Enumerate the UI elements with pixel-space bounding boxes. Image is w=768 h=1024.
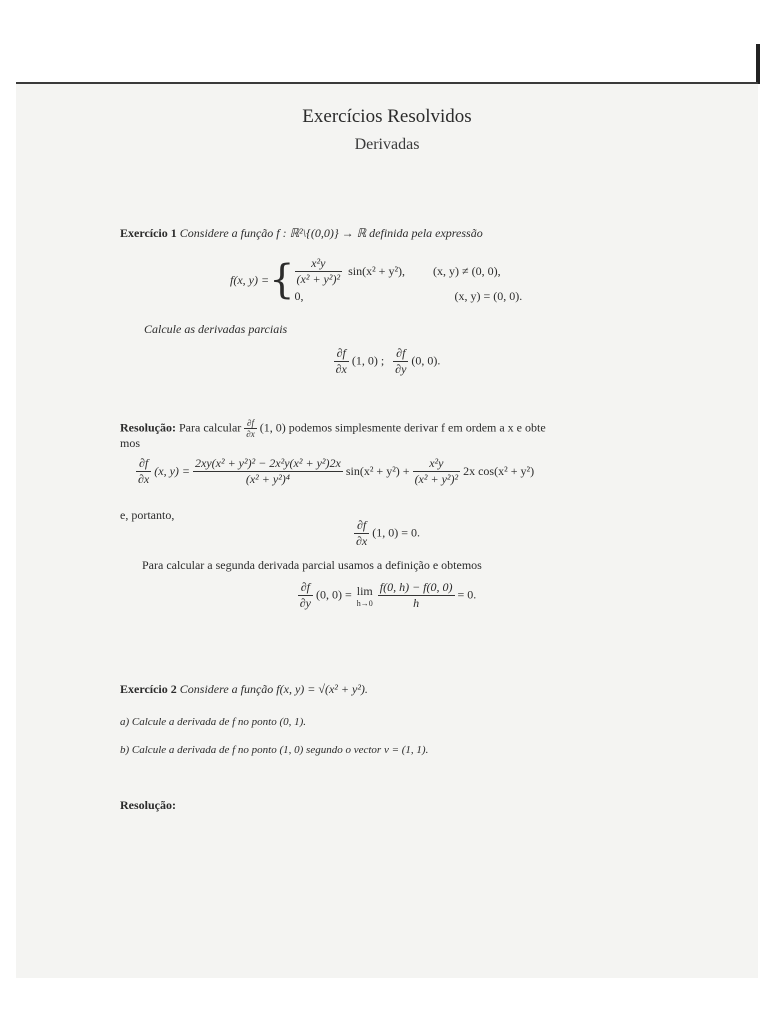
page-subtitle: Derivadas — [354, 136, 420, 153]
exercise-2-item-b: b) Calcule a derivada de f no ponto (1, 0) segundo o vector v = (1, 1). — [120, 744, 429, 756]
eq3-lim-sub: h→0 — [356, 598, 373, 608]
case1-denominator: (x² + y²)² — [296, 272, 341, 286]
resolution-1-label: Resolução: — [120, 420, 176, 435]
dfdx-num: ∂f — [334, 346, 349, 362]
resolution-1-therefore: e, portanto, — [120, 508, 175, 522]
eq3-rhs: = 0. — [457, 587, 477, 602]
case1-numerator: x²y — [295, 256, 343, 272]
exercise-2-statement: Considere a função f(x, y) = √(x² + y²). — [179, 682, 368, 696]
dfdx-den: ∂x — [335, 362, 347, 376]
resolution-2-label: Resolução: — [120, 798, 176, 812]
dfdy-arg: (0, 0). — [411, 353, 441, 368]
piecewise-cases — [295, 256, 523, 304]
eq1-second-num: x²y — [413, 456, 461, 472]
exercise-2-item-a: a) Calcule a derivada de f no ponto (0, 1). — [120, 716, 307, 728]
eq3-lhs-fraction — [298, 580, 313, 611]
equation-result-x — [16, 518, 758, 549]
eq1-lhs-fraction — [136, 456, 151, 487]
case1-tail: sin(x² + y²), — [348, 264, 406, 278]
dfdy-fraction — [393, 346, 408, 377]
case2-value: 0, — [294, 289, 304, 303]
eq1-tail: 2x cos(x² + y²) — [463, 464, 535, 478]
eq3-lim-word: lim — [356, 583, 373, 598]
eq3-lhs-num: ∂f — [298, 580, 313, 596]
eq1-second-fraction — [413, 456, 461, 487]
exercise-1-statement: Considere a função f : ℝ²\{(0,0)} → ℝ definida pela expressão — [179, 226, 483, 240]
resolution-1-text-c: mos — [120, 436, 141, 450]
eq1-main-num: 2xy(x² + y²)² − 2x²y(x² + y²)2x — [195, 456, 341, 470]
exercise-1-label: Exercício 1 — [120, 226, 177, 240]
resolution-1-text-a: Para calcular — [179, 420, 242, 435]
eq2-num: ∂f — [354, 518, 369, 534]
partial-derivatives-request — [16, 346, 758, 377]
eq2-den: ∂x — [355, 534, 368, 548]
case1-fraction — [295, 256, 343, 287]
equation-partial-x — [136, 456, 696, 487]
eq1-lhs-num: ∂f — [136, 456, 151, 472]
document-page — [16, 82, 758, 980]
dfdx-arg: (1, 0) ; — [351, 353, 385, 368]
dfdy-den: ∂y — [395, 362, 407, 376]
function-lhs: f(x, y) = — [230, 272, 270, 287]
scan-top-margin — [0, 0, 768, 44]
case1-condition: (x, y) ≠ (0, 0), — [433, 264, 501, 278]
inline-dfdx-den: ∂x — [246, 429, 255, 439]
eq3-fraction — [378, 580, 455, 611]
eq3-num: f(0, h) − f(0, 0) — [379, 580, 453, 594]
case2-condition: (x, y) = (0, 0). — [454, 289, 523, 303]
eq1-middle: sin(x² + y²) + — [345, 464, 410, 478]
eq3-lhs-den: ∂y — [299, 596, 311, 610]
inline-dfdx-num: ∂f — [244, 418, 256, 429]
dfdy-num: ∂f — [393, 346, 408, 362]
resolution-1-second: Para calcular a segunda derivada parcial usamos a definição e obtemos — [142, 558, 482, 572]
piecewise-brace: { — [269, 257, 295, 303]
eq3-den: h — [413, 596, 420, 610]
exercise-1-ask: Calcule as derivadas parciais — [144, 322, 288, 336]
exercise-2-label: Exercício 2 — [120, 682, 177, 696]
eq2-fraction — [354, 518, 369, 549]
eq1-main-fraction — [193, 456, 343, 487]
eq2-rhs: (1, 0) = 0. — [372, 525, 421, 540]
eq1-second-den: (x² + y²)² — [414, 472, 459, 486]
eq1-main-den: (x² + y²)⁴ — [245, 472, 290, 486]
inline-dfdx — [244, 418, 256, 439]
exercise-2-heading — [120, 682, 720, 697]
page-title: Exercícios Resolvidos — [302, 106, 472, 127]
equation-limit-y — [16, 580, 758, 611]
eq3-limit — [355, 584, 375, 608]
eq3-lhs-arg: (0, 0) = — [315, 587, 352, 602]
eq1-lhs-den: ∂x — [138, 472, 150, 486]
scan-edge-mark — [756, 44, 760, 84]
piecewise-function — [230, 256, 650, 304]
scan-bottom-margin — [0, 978, 768, 1024]
eq1-lhs-arg: (x, y) = — [154, 464, 191, 478]
exercise-1-heading — [120, 226, 720, 241]
resolution-1-text-b: (1, 0) podemos simplesmente derivar f em ordem a x e obte — [259, 420, 546, 435]
dfdx-fraction — [334, 346, 349, 377]
